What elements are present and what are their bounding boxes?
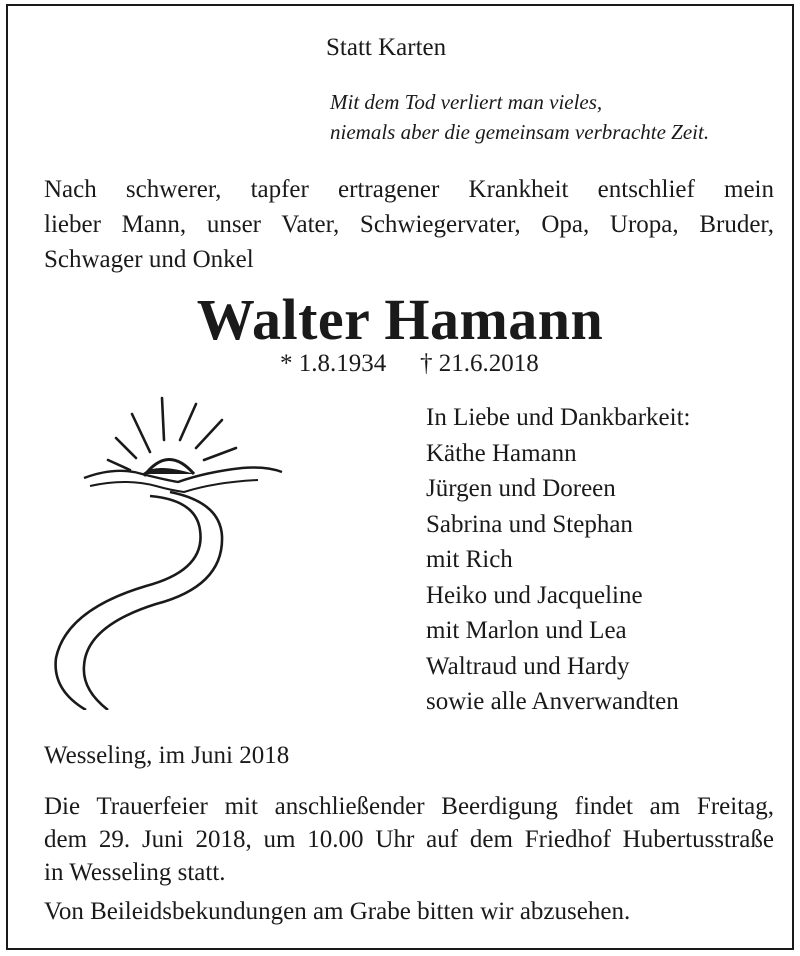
place-date: Wesseling, im Juni 2018 [44, 742, 290, 769]
intro-text [44, 172, 774, 277]
mourners-list [426, 400, 691, 720]
sunset-road-icon [46, 390, 286, 710]
death-date: † 21.6.2018 [420, 350, 539, 377]
quote-line-1: Mit dem Tod verliert man vieles, [330, 90, 603, 114]
statt-karten-heading: Statt Karten [326, 34, 447, 61]
quote-line-2: niemals aber die gemeinsam verbrachte Zeit. [330, 120, 710, 144]
birth-date: * 1.8.1934 [280, 350, 387, 377]
mourner-line: Sabrina und Stephan [426, 510, 633, 538]
mourner-line: Jürgen und Doreen [426, 475, 616, 502]
service-line-3: in Wesseling statt. [44, 859, 226, 886]
mourner-line: Käthe Hamann [426, 439, 577, 467]
intro-line-3: Schwager und Onkel [44, 246, 254, 273]
mourner-line: Waltraud und Hardy [426, 652, 630, 680]
obituary-notice [6, 4, 794, 950]
intro-line-2: lieber Mann, unser Vater, Schwiegervater, Opa, Uropa, Bruder, [44, 211, 774, 238]
service-line-1: Die Trauerfeier mit anschließender Beerdigung findet am Freitag, [44, 793, 774, 820]
mourners-heading: In Liebe und Dankbarkeit: [426, 404, 691, 431]
mourner-line: mit Marlon und Lea [426, 617, 627, 644]
mourner-line: Heiko und Jacqueline [426, 581, 643, 609]
service-line-2: dem 29. Juni 2018, um 10.00 Uhr auf dem Friedhof Hubertusstraße [44, 826, 774, 853]
condolences-note: Von Beileidsbekundungen am Grabe bitten wir abzusehen. [44, 898, 631, 925]
mourner-line: sowie alle Anverwandten [426, 688, 679, 715]
deceased-name: Walter Hamann [196, 287, 604, 352]
intro-line-1: Nach schwerer, tapfer ertragener Krankheit entschlief mein [44, 176, 774, 203]
service-text [44, 790, 774, 889]
mourner-line: mit Rich [426, 546, 513, 573]
